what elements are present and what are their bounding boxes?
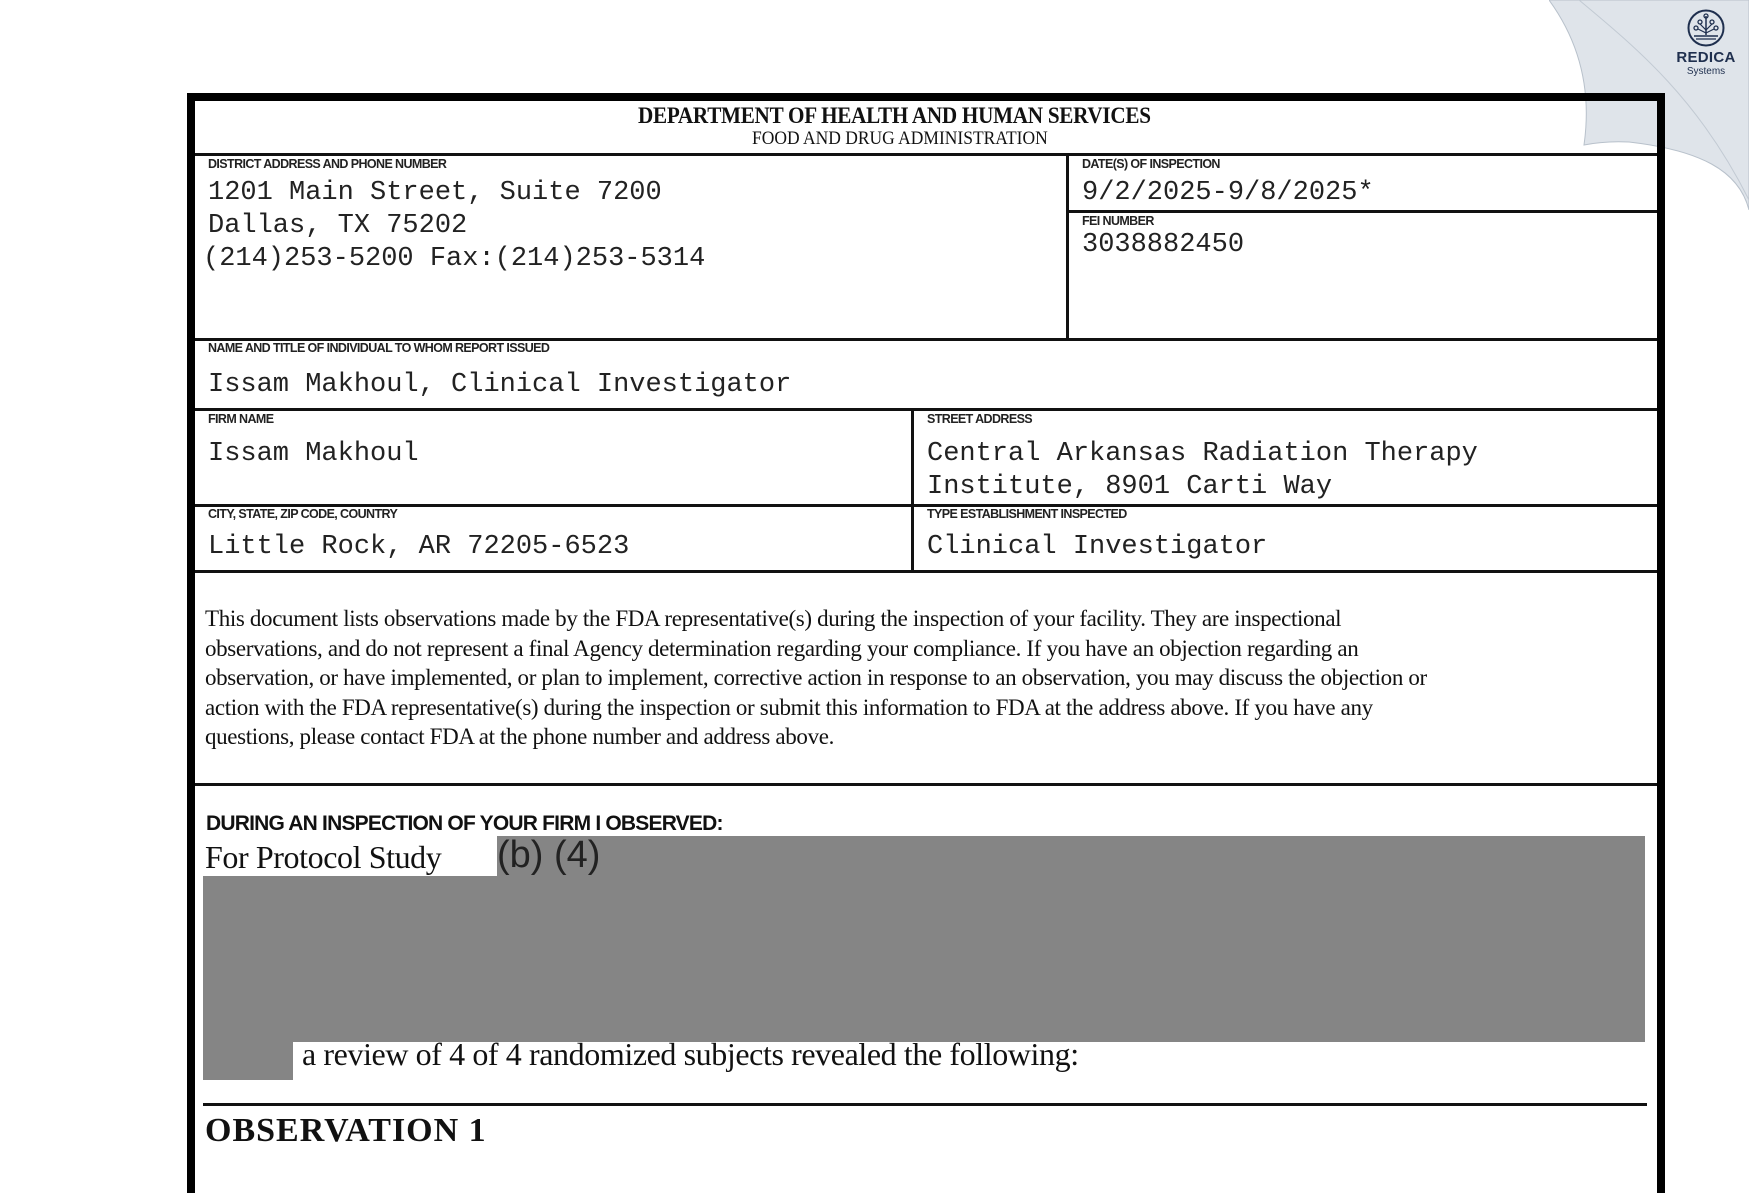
divider xyxy=(1067,210,1657,213)
divider xyxy=(195,783,1657,786)
logo-brand: REDICA xyxy=(1676,49,1736,66)
protocol-study-intro: For Protocol Study xyxy=(205,839,442,875)
agency-title: FOOD AND DRUG ADMINISTRATION xyxy=(752,128,1048,149)
establishment-type-label: TYPE ESTABLISHMENT INSPECTED xyxy=(927,507,1127,521)
district-label: DISTRICT ADDRESS AND PHONE NUMBER xyxy=(208,157,447,171)
disclaimer-line: observation, or have implemented, or plan to implement, corrective action in response to an observation, you may discuss the objection or xyxy=(205,665,1427,690)
disclaimer-text xyxy=(205,604,1427,752)
divider xyxy=(1066,155,1069,339)
department-title: DEPARTMENT OF HEALTH AND HUMAN SERVICES xyxy=(638,103,1151,128)
redica-logo xyxy=(1666,8,1746,77)
recipient-value: Issam Makhoul, Clinical Investigator xyxy=(208,370,792,400)
district-phone-fax: (214)253-5200 Fax:(214)253-5314 xyxy=(203,244,706,274)
recipient-label: NAME AND TITLE OF INDIVIDUAL TO WHOM REPORT ISSUED xyxy=(208,341,550,355)
review-statement: a review of 4 of 4 randomized subjects revealed the following: xyxy=(302,1036,1079,1072)
establishment-type-value: Clinical Investigator xyxy=(927,532,1268,562)
divider xyxy=(195,408,1657,411)
city-value: Little Rock, AR 72205-6523 xyxy=(208,532,630,562)
firm-name-value: Issam Makhoul xyxy=(208,439,419,469)
city-label: CITY, STATE, ZIP CODE, COUNTRY xyxy=(208,507,398,521)
disclaimer-line: questions, please contact FDA at the phone number and address above. xyxy=(205,724,834,749)
divider xyxy=(911,410,914,571)
disclaimer-line: This document lists observations made by the FDA representative(s) during the inspection of your facility. They are inspectional xyxy=(205,606,1342,631)
observations-heading: DURING AN INSPECTION OF YOUR FIRM I OBSERVED: xyxy=(206,812,723,835)
street-address-line1: Central Arkansas Radiation Therapy xyxy=(927,439,1478,469)
disclaimer-line: action with the FDA representative(s) during the inspection or submit this information to FDA at the address above. If you have any xyxy=(205,694,1373,720)
inspection-dates-value: 9/2/2025-9/8/2025* xyxy=(1082,178,1374,208)
district-address-line1: 1201 Main Street, Suite 7200 xyxy=(208,178,662,208)
tree-circle-icon xyxy=(1686,8,1726,48)
divider xyxy=(195,504,1657,507)
inspection-dates-label: DATE(S) OF INSPECTION xyxy=(1082,157,1220,171)
disclaimer-line: observations, and do not represent a final Agency determination regarding your compliance. If you have an objection regarding an xyxy=(205,635,1359,661)
observation-1-title: OBSERVATION 1 xyxy=(205,1112,487,1149)
street-address-label: STREET ADDRESS xyxy=(927,412,1033,426)
divider xyxy=(195,153,1657,156)
observation-divider xyxy=(203,1103,1647,1106)
firm-name-label: FIRM NAME xyxy=(208,412,274,426)
redaction-code: (b) (4) xyxy=(497,834,601,876)
divider xyxy=(195,570,1657,573)
fei-value: 3038882450 xyxy=(1082,230,1245,260)
fei-label: FEI NUMBER xyxy=(1082,214,1154,228)
street-address-line2: Institute, 8901 Carti Way xyxy=(927,472,1333,502)
redaction-block xyxy=(203,1040,293,1080)
logo-subtitle: Systems xyxy=(1686,66,1726,77)
redaction-block xyxy=(203,876,1645,1042)
district-address-line2: Dallas, TX 75202 xyxy=(208,211,468,241)
